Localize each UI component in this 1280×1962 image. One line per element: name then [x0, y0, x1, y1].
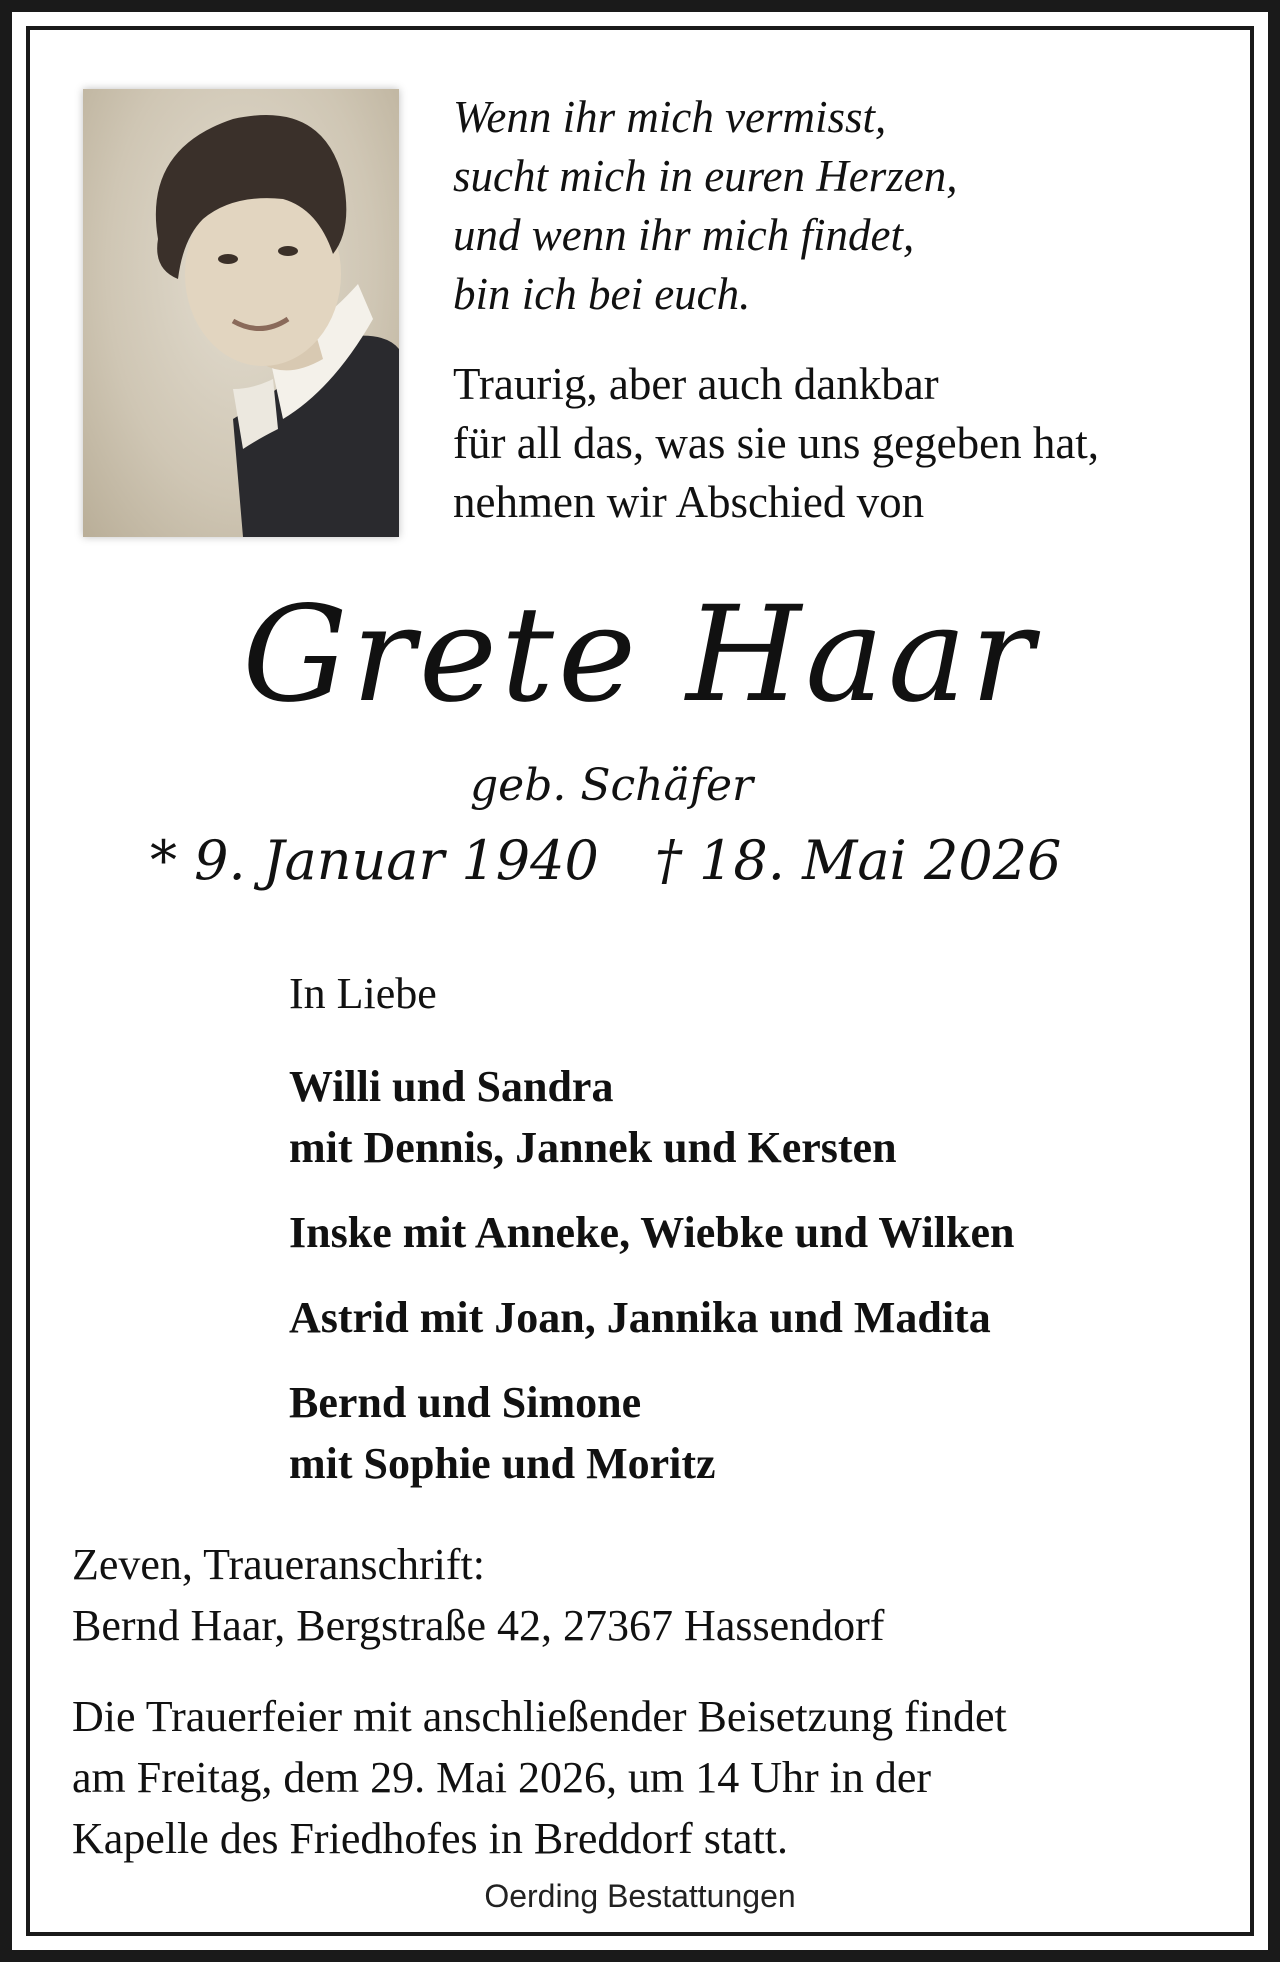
in-love-label: In Liebe [289, 969, 437, 1018]
family-line: Inske mit Anneke, Wiebke und Wilken [289, 1208, 1015, 1257]
intro-text [453, 355, 1233, 532]
family-list [289, 1056, 1189, 1518]
family-group [289, 1372, 1189, 1494]
service-line: Kapelle des Friedhofes in Breddorf statt. [72, 1814, 789, 1863]
family-group [289, 1056, 1189, 1178]
family-line: mit Sophie und Moritz [289, 1439, 716, 1488]
mourning-address [72, 1534, 1222, 1656]
verse-line: Wenn ihr mich vermisst, [453, 92, 887, 142]
life-dates [150, 826, 1150, 896]
intro-line: nehmen wir Abschied von [453, 477, 925, 527]
family-group [289, 1287, 1189, 1348]
family-line: Bernd und Simone [289, 1378, 642, 1427]
intro-line: für all das, was sie uns gegeben hat, [453, 418, 1100, 468]
portrait-photo [83, 89, 399, 537]
verse [453, 88, 1213, 324]
service-line: Die Trauerfeier mit anschließender Beisetzung findet [72, 1692, 1007, 1741]
family-line: Astrid mit Joan, Jannika und Madita [289, 1293, 991, 1342]
address-line: Zeven, Traueranschrift: [72, 1540, 485, 1589]
death-date: † 18. Mai 2026 [654, 829, 1062, 892]
family-group [289, 1202, 1189, 1263]
birth-date: * 9. Januar 1940 [150, 829, 599, 892]
service-line: am Freitag, dem 29. Mai 2026, um 14 Uhr in der [72, 1753, 932, 1802]
address-line: Bernd Haar, Bergstraße 42, 27367 Hassendorf [72, 1601, 885, 1650]
family-line: mit Dennis, Jannek und Kersten [289, 1123, 897, 1172]
verse-line: sucht mich in euren Herzen, [453, 151, 958, 201]
intro-line: Traurig, aber auch dankbar [453, 359, 939, 409]
deceased-name: Grete Haar [242, 578, 1038, 732]
maiden-name: geb. Schäfer [470, 760, 754, 811]
verse-line: und wenn ihr mich findet, [453, 210, 915, 260]
verse-line: bin ich bei euch. [453, 269, 751, 319]
funeral-home-credit: Oerding Bestattungen [484, 1878, 796, 1914]
funeral-service-info [72, 1686, 1232, 1869]
family-line: Willi und Sandra [289, 1062, 614, 1111]
